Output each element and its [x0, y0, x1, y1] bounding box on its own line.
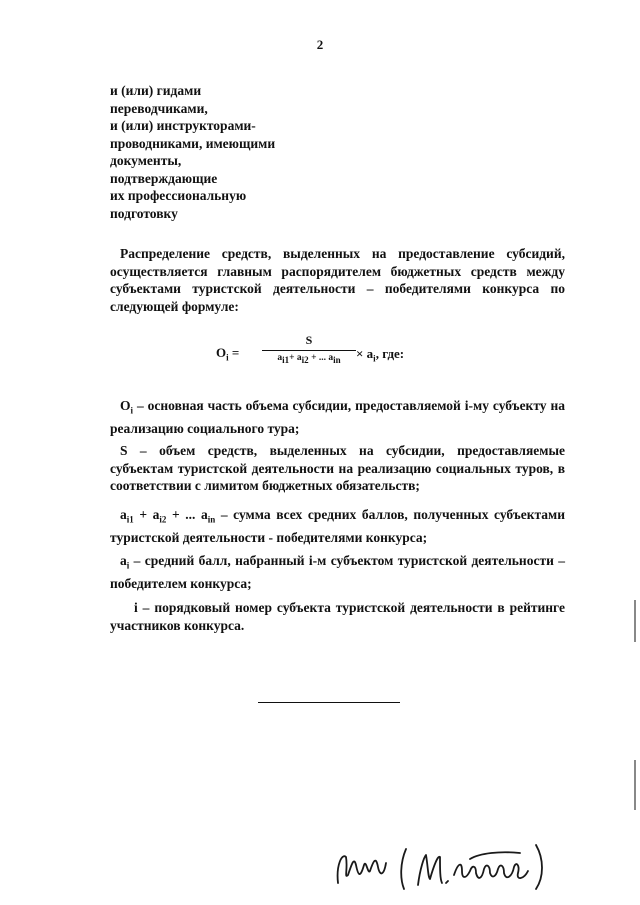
scan-edge-mark	[634, 600, 636, 642]
scan-edge-mark	[634, 760, 636, 810]
list-item: подтверждающие	[110, 170, 218, 186]
list-item: переводчиками,	[110, 100, 208, 116]
distribution-formula	[0, 333, 640, 373]
definition-s: S – объем средств, выделенных на субсидии, предоставляемые субъектам туристской деятельности на реализацию социальных туров, в соответствии с лимитом бюджетных обязательств;	[110, 443, 565, 494]
definition-sum: $a_{i1} + a_{i2}$ + ... $a_{in}$ – сумма всех средних баллов, полученных субъектами туристской деятельности - победителями конкурса;	[110, 507, 565, 546]
handwritten-signature	[330, 835, 560, 895]
formula-numerator: S	[305, 333, 313, 347]
fraction-bar	[262, 350, 356, 351]
list-item: и (или) гидами	[110, 83, 202, 98]
separator-line	[258, 702, 400, 703]
definition-ai: $a_i$ – средний балл, набранный i-м субъектом туристской деятельности – победителем конкурса;	[110, 553, 565, 592]
definition-i: i – порядковый номер субъекта туристской деятельности в рейтинге участников конкурса.	[110, 600, 565, 633]
list-item: их профессиональную	[110, 188, 247, 203]
intro-paragraph: Распределение средств, выделенных на предоставление субсидий, осуществляется главным распорядителем бюджетных средств между субъектами туристской деятельности – победителями конкурса по следующей формуле:	[110, 246, 565, 314]
formula-rhs: × $a_i$, где:	[356, 346, 405, 364]
list-item: и (или) инструкторами-	[110, 118, 256, 133]
criteria-list	[110, 82, 275, 222]
formula-lhs: $O_i$ =	[216, 345, 240, 363]
list-item: проводниками, имеющими	[110, 135, 276, 151]
definition-oi: $O_i$ – основная часть объема субсидии, предоставляемой i-му субъекту на реализацию социального тура;	[110, 398, 565, 437]
page-number: 2	[316, 37, 324, 52]
formula-fraction	[262, 333, 356, 365]
list-item: документы,	[110, 153, 182, 168]
list-item: подготовку	[110, 205, 178, 221]
formula-denominator: $a_{i1}+ a_{i2}$ + ... $a_{in}$	[277, 353, 341, 365]
